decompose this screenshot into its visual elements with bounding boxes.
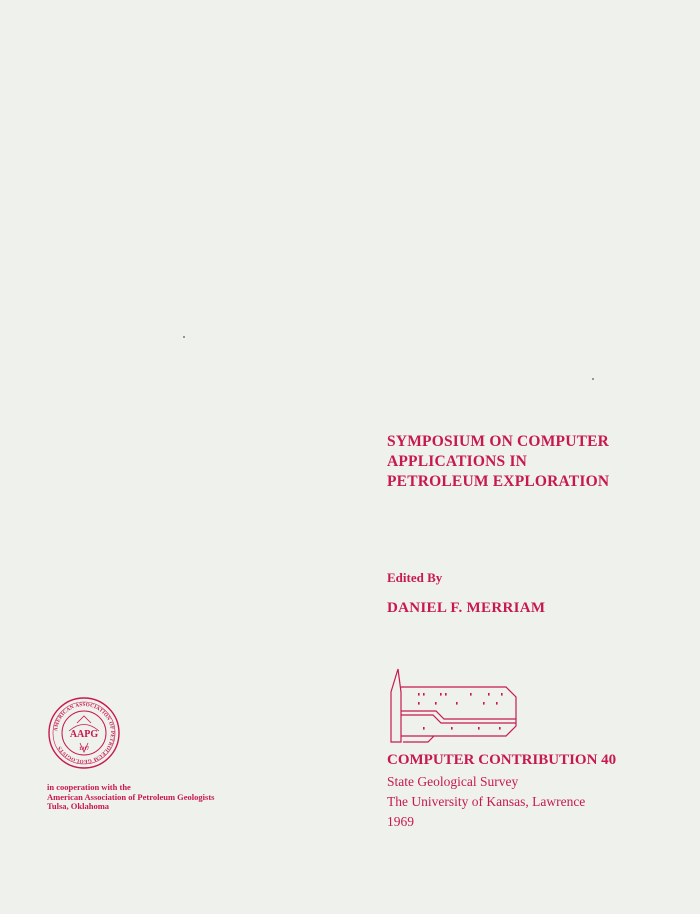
paper-speck — [183, 336, 185, 338]
seal-monogram: AAPG — [69, 729, 99, 740]
title-line-1: SYMPOSIUM ON COMPUTER — [387, 433, 610, 450]
cooperation-note — [47, 783, 214, 812]
publisher-name: State Geological Survey — [387, 774, 519, 789]
edited-by-label: Edited By — [387, 570, 443, 585]
paper-speck — [592, 378, 594, 380]
title-line-2: APPLICATIONS IN — [387, 453, 528, 470]
series-title: COMPUTER CONTRIBUTION 40 — [387, 752, 617, 768]
cooperation-line-2: American Association of Petroleum Geologists — [47, 791, 215, 802]
survey-logo-emblem — [388, 666, 520, 744]
seal-ring-text: AMERICAN ASSOCIATION OF PETROLEUM GEOLOGISTS — [53, 701, 116, 765]
aapg-seal-logo — [47, 696, 121, 770]
publisher-block — [387, 772, 585, 832]
publication-year: 1969 — [387, 814, 414, 829]
editor-name: DANIEL F. MERRIAM — [387, 600, 546, 616]
title-line-3: PETROLEUM EXPLORATION — [387, 473, 610, 490]
publisher-university: The University of Kansas, Lawrence — [387, 794, 586, 809]
cooperation-line-3: Tulsa, Oklahoma — [47, 801, 110, 811]
cooperation-line-1: in cooperation with the — [47, 782, 131, 792]
seal-year: 1917 — [79, 747, 89, 752]
cover-title — [387, 432, 609, 492]
